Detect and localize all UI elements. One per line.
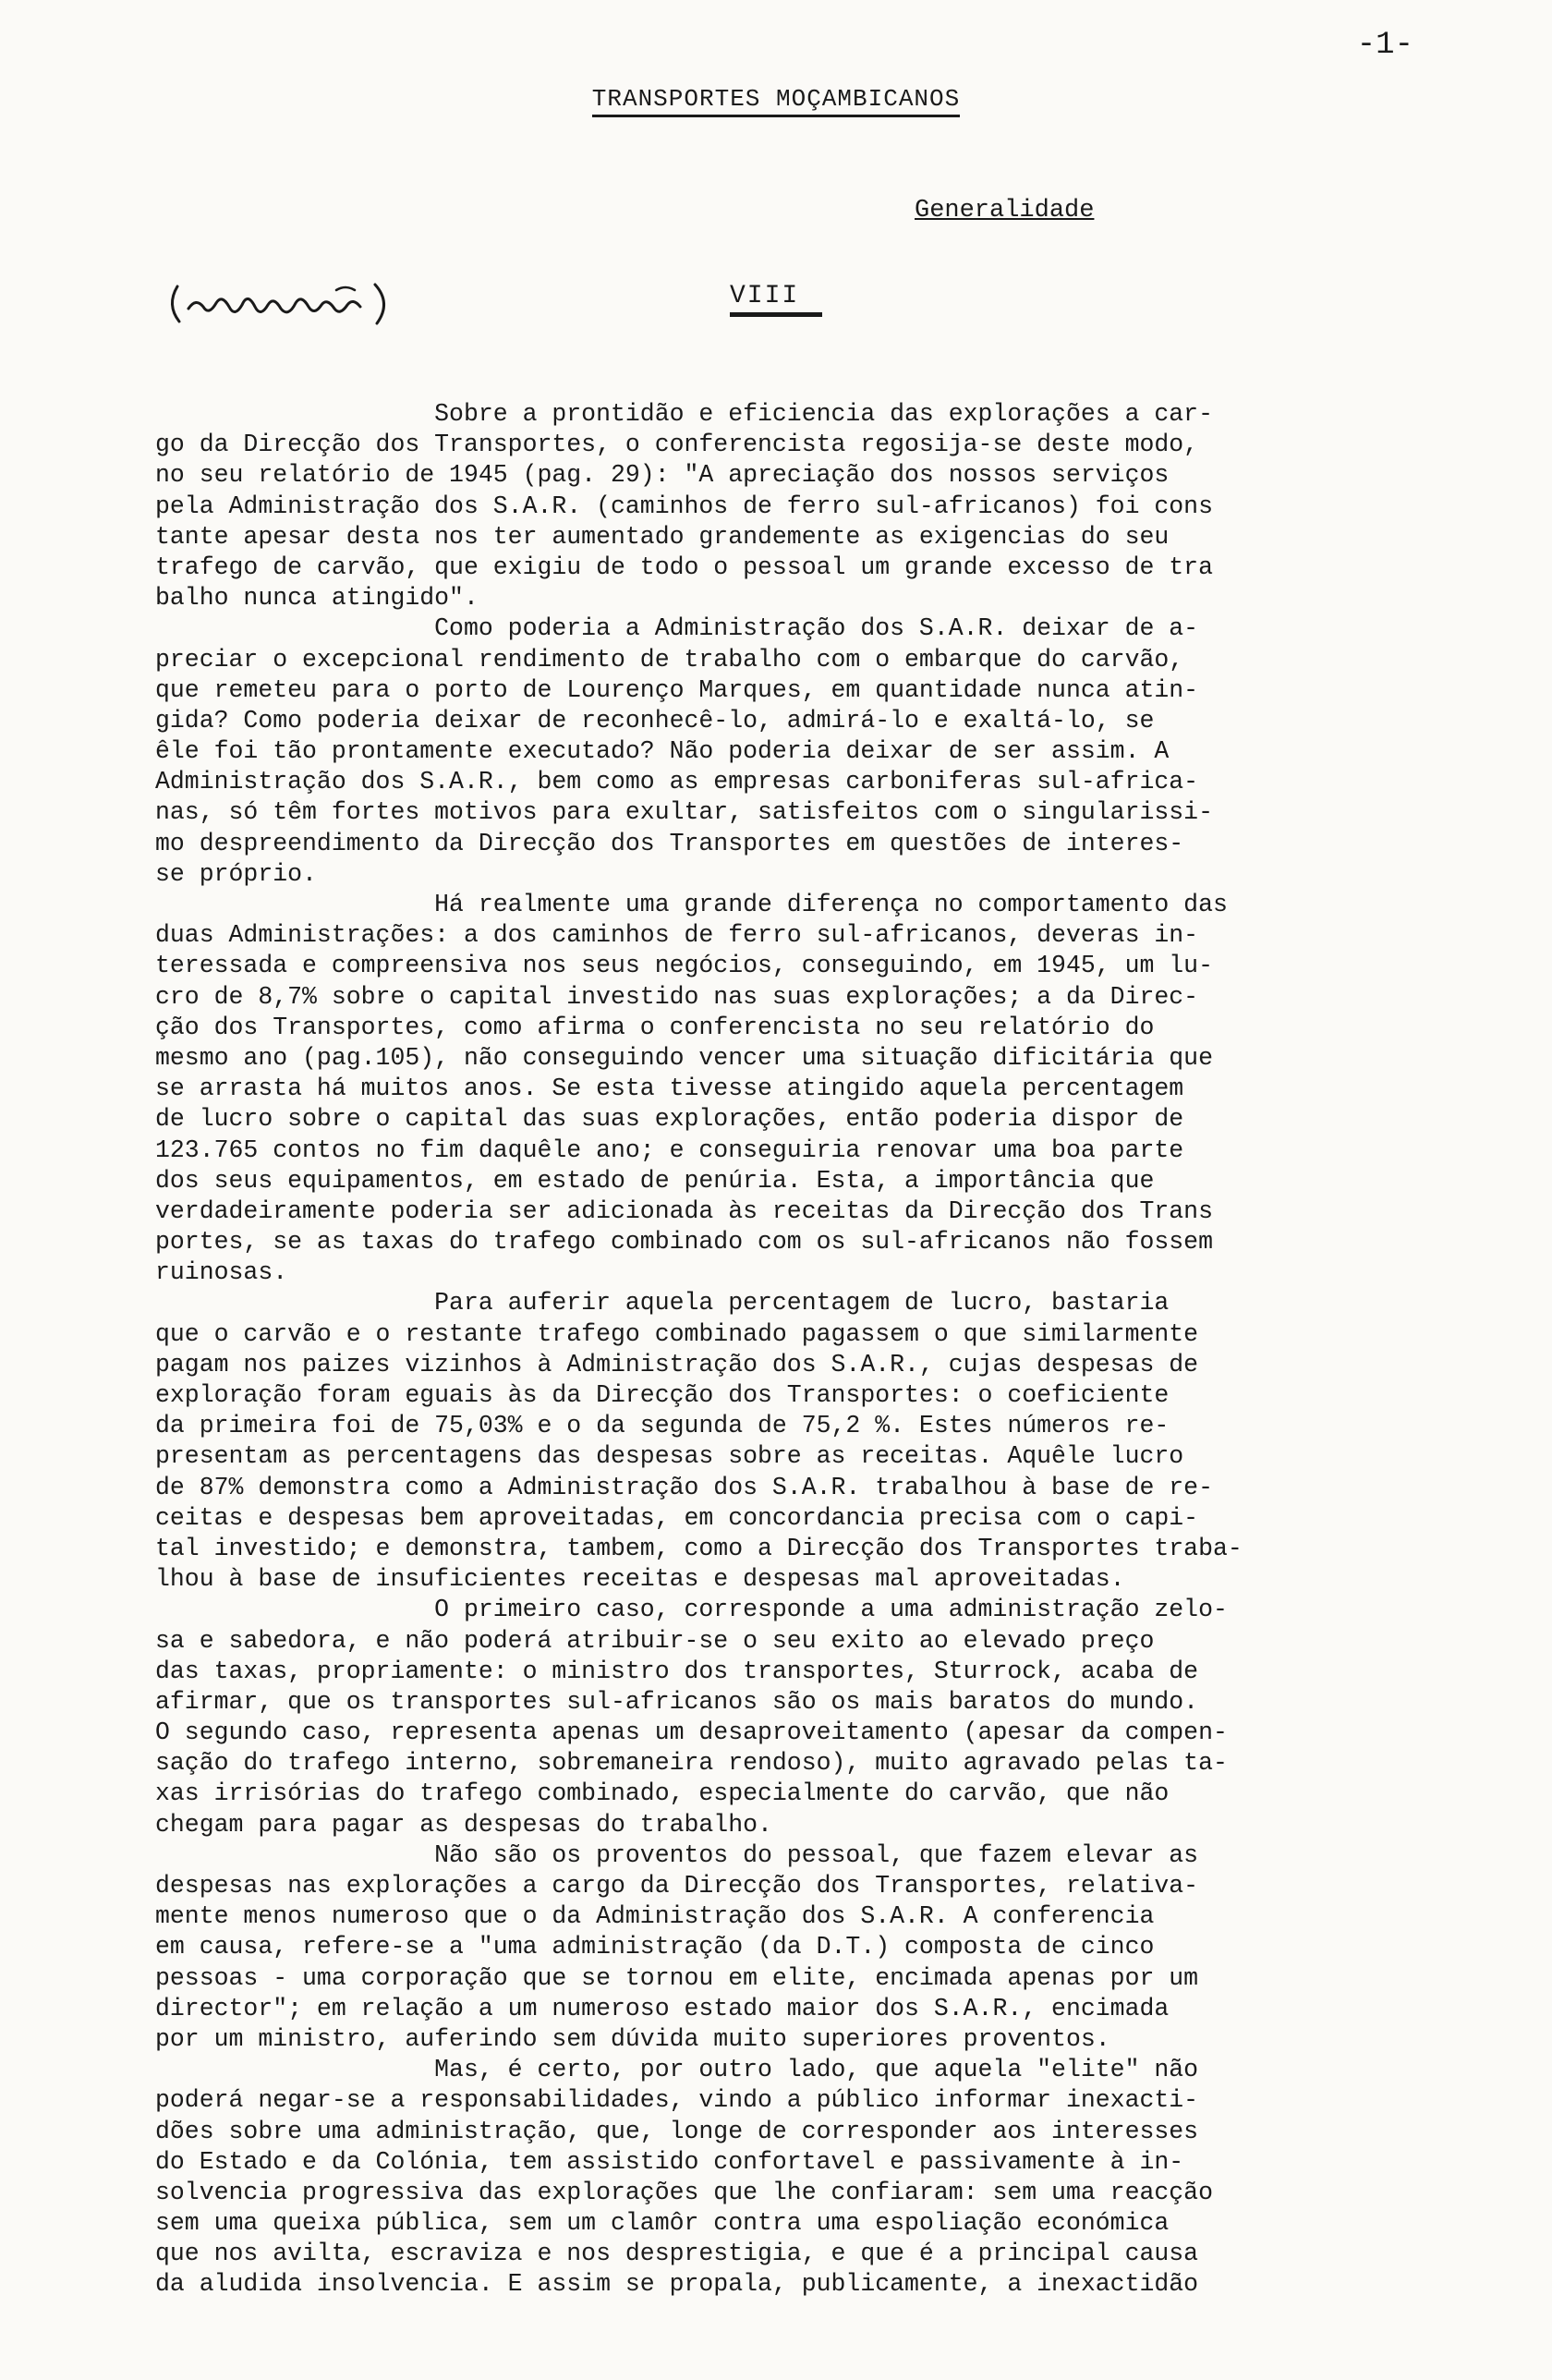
text-line: pagam nos paizes vizinhos à Administração dos S.A.R., cujas despesas de: [155, 1350, 1199, 1378]
text-line: director"; em relação a um numeroso estado maior dos S.A.R., encimada: [155, 1994, 1170, 2022]
page-number: -1-: [1356, 28, 1413, 63]
text-line: que remeteu para o porto de Lourenço Marques, em quantidade nunca atin-: [155, 675, 1199, 704]
text-line: dos seus equipamentos, em estado de penúria. Esta, a importância que: [155, 1166, 1155, 1195]
text-line: se arrasta há muitos anos. Se esta tivesse atingido aquela percentagem: [155, 1075, 1184, 1103]
text-line: de lucro sobre o capital das suas explorações, então poderia dispor de: [155, 1105, 1184, 1134]
text-line: trafego de carvão, que exigiu de todo o pessoal um grande excesso de tra: [155, 552, 1213, 581]
text-line: balho nunca atingido".: [155, 584, 479, 613]
text-line: Sobre a prontidão e eficiencia das explorações a car-: [155, 400, 1213, 428]
text-line: O primeiro caso, corresponde a uma administração zelo-: [155, 1596, 1228, 1624]
document-title: [0, 85, 1552, 113]
text-line: Não são os proventos do pessoal, que fazem elevar as: [155, 1840, 1199, 1869]
text-line: se próprio.: [155, 859, 317, 888]
text-line: no seu relatório de 1945 (pag. 29): "A apreciação dos nossos serviços: [155, 461, 1170, 490]
text-line: 123.765 contos no fim daquêle ano; e conseguiria renovar uma boa parte: [155, 1135, 1184, 1164]
text-line: ceitas e despesas bem aproveitadas, em concordancia precisa com o capi-: [155, 1503, 1199, 1532]
text-line: sação do trafego interno, sobremaneira rendoso), muito agravado pelas ta-: [155, 1749, 1228, 1778]
text-line: pela Administração dos S.A.R. (caminhos de ferro sul-africanos) foi cons: [155, 492, 1213, 520]
text-line: chegam para pagar as despesas do trabalho.: [155, 1810, 772, 1839]
text-line: pessoas - uma corporação que se tornou em elite, encimada apenas por um: [155, 1963, 1199, 1992]
text-line: da aludida insolvencia. E assim se propala, publicamente, a inexactidão: [155, 2270, 1199, 2299]
text-line: mesmo ano (pag.105), não conseguindo vencer uma situação dificitária que: [155, 1043, 1213, 1072]
text-line: Há realmente uma grande diferença no comportamento das: [155, 891, 1228, 918]
text-line: xas irrisórias do trafego combinado, especialmente do carvão, que não: [155, 1779, 1170, 1808]
text-line: sa e sabedora, e não poderá atribuir-se o seu exito ao elevado preço: [155, 1626, 1155, 1655]
text-line: preciar o excepcional rendimento de trabalho com o embarque do carvão,: [155, 645, 1184, 674]
text-line: duas Administrações: a dos caminhos de ferro sul-africanos, deveras in-: [155, 921, 1199, 950]
document-title-text: TRANSPORTES MOÇAMBICANOS: [592, 85, 960, 117]
text-line: Administração dos S.A.R., bem como as empresas carboniferas sul-africa-: [155, 768, 1199, 796]
text-line: das taxas, propriamente: o ministro dos transportes, Sturrock, acaba de: [155, 1657, 1199, 1685]
chapter-scribble: [730, 312, 822, 317]
text-line: em causa, refere-se a "uma administração (da D.T.) composta de cinco: [155, 1933, 1155, 1961]
handwritten-annotation: [164, 281, 405, 327]
text-line: tal investido; e demonstra, tambem, como a Direcção dos Transportes traba-: [155, 1534, 1243, 1562]
text-line: presentam as percentagens das despesas sobre as receitas. Aquêle lucro: [155, 1442, 1184, 1471]
text-line: solvencia progressiva das explorações que lhe confiaram: sem uma reacção: [155, 2178, 1213, 2206]
text-line: despesas nas explorações a cargo da Direcção dos Transportes, relativa-: [155, 1872, 1199, 1900]
text-line: go da Direcção dos Transportes, o conferencista regosija-se deste modo,: [155, 431, 1199, 459]
text-line: dões sobre uma administração, que, longe de corresponder aos interesses: [155, 2117, 1199, 2145]
text-line: da primeira foi de 75,03% e o da segunda de 75,2 %. Estes números re-: [155, 1412, 1170, 1440]
text-line: exploração foram eguais às da Direcção dos Transportes: o coeficiente: [155, 1381, 1170, 1409]
text-line: de 87% demonstra como a Administração dos S.A.R. trabalhou à base de re-: [155, 1473, 1213, 1501]
text-line: Como poderia a Administração dos S.A.R. deixar de a-: [155, 614, 1199, 643]
text-line: ção dos Transportes, como afirma o conferencista no seu relatório do: [155, 1013, 1155, 1041]
text-line: que o carvão e o restante trafego combinado pagassem o que similarmente: [155, 1319, 1199, 1348]
text-line: teressada e compreensiva nos seus negócios, conseguindo, em 1945, um lu-: [155, 952, 1213, 980]
text-line: O segundo caso, representa apenas um desaproveitamento (apesar da compen-: [155, 1718, 1228, 1747]
text-line: poderá negar-se a responsabilidades, vindo a público informar inexacti-: [155, 2086, 1199, 2115]
body-text: [155, 399, 1485, 2301]
text-line: tante apesar desta nos ter aumentado grandemente as exigencias do seu: [155, 522, 1170, 551]
text-line: do Estado e da Colónia, tem assistido confortavel e passivamente à in-: [155, 2147, 1184, 2176]
text-line: lhou à base de insuficientes receitas e despesas mal aproveitadas.: [155, 1565, 1125, 1594]
text-line: Para auferir aquela percentagem de lucro, bastaria: [155, 1289, 1170, 1318]
text-line: sem uma queixa pública, sem um clamôr contra uma espoliação económica: [155, 2209, 1170, 2238]
text-line: Mas, é certo, por outro lado, que aquela "elite" não: [155, 2056, 1199, 2084]
text-line: que nos avilta, escraviza e nos desprestigia, e que é a principal causa: [155, 2240, 1199, 2268]
text-line: afirmar, que os transportes sul-africanos são os mais baratos do mundo.: [155, 1687, 1199, 1716]
text-line: cro de 8,7% sobre o capital investido nas suas explorações; a da Direc-: [155, 982, 1199, 1011]
text-line: êle foi tão prontamente executado? Não poderia deixar de ser assim. A: [155, 737, 1170, 766]
text-line: mo despreendimento da Direcção dos Transportes em questões de interes-: [155, 829, 1184, 857]
text-line: mente menos numeroso que o da Administração dos S.A.R. A conferencia: [155, 1902, 1155, 1931]
text-line: por um ministro, auferindo sem dúvida muito superiores proventos.: [155, 2024, 1110, 2053]
chapter-numeral: [730, 282, 822, 317]
text-line: gida? Como poderia deixar de reconhecê-lo, admirá-lo e exaltá-lo, se: [155, 706, 1155, 735]
text-line: ruinosas.: [155, 1258, 288, 1287]
section-label: Generalidade: [915, 197, 1095, 225]
text-line: portes, se as taxas do trafego combinado com os sul-africanos não fossem: [155, 1228, 1213, 1257]
text-line: verdadeiramente poderia ser adicionada às receitas da Direcção dos Trans: [155, 1196, 1213, 1225]
chapter-numeral-text: VIII: [730, 282, 800, 310]
text-line: nas, só têm fortes motivos para exultar, satisfeitos com o singularissi-: [155, 798, 1213, 827]
